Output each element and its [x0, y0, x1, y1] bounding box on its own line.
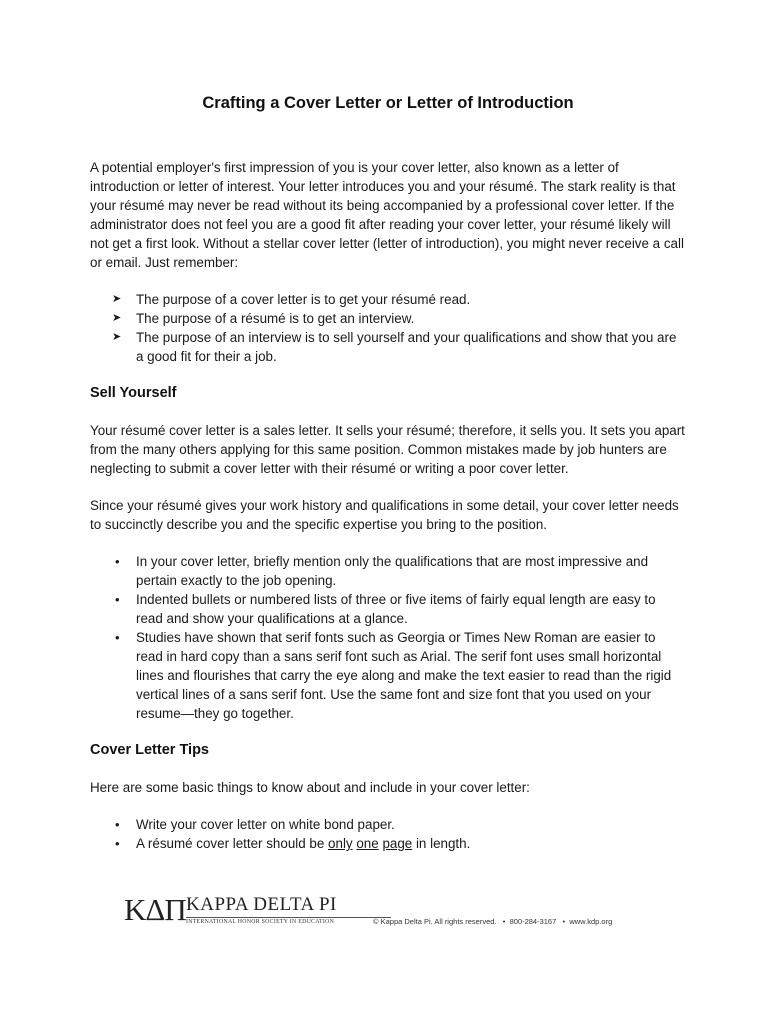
- tips-bullet-list: [90, 815, 686, 853]
- cover-letter-tips-heading: Cover Letter Tips: [90, 742, 209, 758]
- sell-paragraph-2: Since your résumé gives your work history and qualifications in some detail, your cover letter needs to succinctly describe you and the specific expertise you bring to the position.: [90, 498, 679, 532]
- dot-bullet-icon: •: [115, 630, 120, 645]
- document-body: [90, 94, 686, 871]
- list-item: • A résumé cover letter should be only one page in length.: [115, 836, 471, 851]
- list-item: • Write your cover letter on white bond paper.: [115, 817, 395, 832]
- list-item: • Indented bullets or numbered lists of three or five items of fairly equal length are easy to read and show your qualifications at a glance.: [115, 592, 656, 626]
- underlined-word: only: [328, 836, 353, 851]
- sell-yourself-heading: Sell Yourself: [90, 385, 177, 401]
- organization-tagline: INTERNATIONAL HONOR SOCIETY IN EDUCATION: [186, 919, 335, 925]
- list-item: ➤ The purpose of a cover letter is to get your résumé read.: [112, 292, 471, 307]
- footer: [124, 893, 654, 933]
- copyright-text: © Kappa Delta Pi. All rights reserved.: [373, 917, 497, 926]
- sell-paragraph-1: Your résumé cover letter is a sales letter. It sells your résumé; therefore, it sells you. It sets you apart from the many others applying for this same position. Common mistakes made by job hunters are neglecting to submit a cover letter with their résumé or writing a poor cover letter.: [90, 423, 685, 476]
- arrow-bullet-icon: ➤: [112, 293, 122, 305]
- footer-contact: © Kappa Delta Pi. All rights reserved. • 800-284-3167 • www.kdp.org: [373, 917, 613, 926]
- page-title: Crafting a Cover Letter or Letter of Introduction: [202, 94, 574, 112]
- underlined-word: one: [356, 836, 379, 851]
- underlined-word: page: [382, 836, 413, 851]
- dot-bullet-icon: •: [115, 592, 120, 607]
- kdp-logo-icon: KΔΠ: [124, 892, 186, 927]
- dot-bullet-icon: •: [115, 554, 120, 569]
- phone-number: 800-284-3167: [509, 917, 557, 926]
- tips-intro: Here are some basic things to know about and include in your cover letter:: [90, 780, 530, 795]
- list-item: ➤ The purpose of a résumé is to get an interview.: [112, 311, 415, 326]
- arrow-bullet-icon: ➤: [112, 331, 122, 343]
- dot-bullet-icon: •: [115, 817, 120, 832]
- sell-bullet-list: [90, 552, 686, 723]
- list-item: • In your cover letter, briefly mention only the qualifications that are most impressive and pertain exactly to the job opening.: [115, 554, 649, 588]
- list-item: ➤ The purpose of an interview is to sell yourself and your qualifications and show that you are a good fit for their a job.: [112, 330, 677, 364]
- dot-bullet-icon: •: [115, 836, 120, 851]
- website-link[interactable]: www.kdp.org: [569, 917, 613, 926]
- arrow-bullet-icon: ➤: [112, 312, 122, 324]
- list-item: • Studies have shown that serif fonts such as Georgia or Times New Roman are easier to read in hard copy than a sans serif font such as Arial. The serif font uses small horizontal lines and flourishes that carry the eye along and make the text easier to read than the rigid vertical lines of a sans serif font. Use the same font and size font that you used on your resume—they go together.: [115, 630, 672, 721]
- organization-name: KAPPA DELTA PI: [186, 894, 337, 915]
- intro-paragraph: A potential employer's first impression of you is your cover letter, also known as a letter of introduction or letter of interest. Your letter introduces you and your résumé. The stark reality is that your résumé may never be read without its being accompanied by a professional cover letter. If the administrator does not feel you are a good fit after reading your cover letter, your résumé likely will not get a first look. Without a stellar cover letter (letter of introduction), you might never receive a call or email. Just remember:: [90, 160, 684, 270]
- logo-divider: [186, 917, 391, 918]
- purpose-list: [90, 290, 686, 366]
